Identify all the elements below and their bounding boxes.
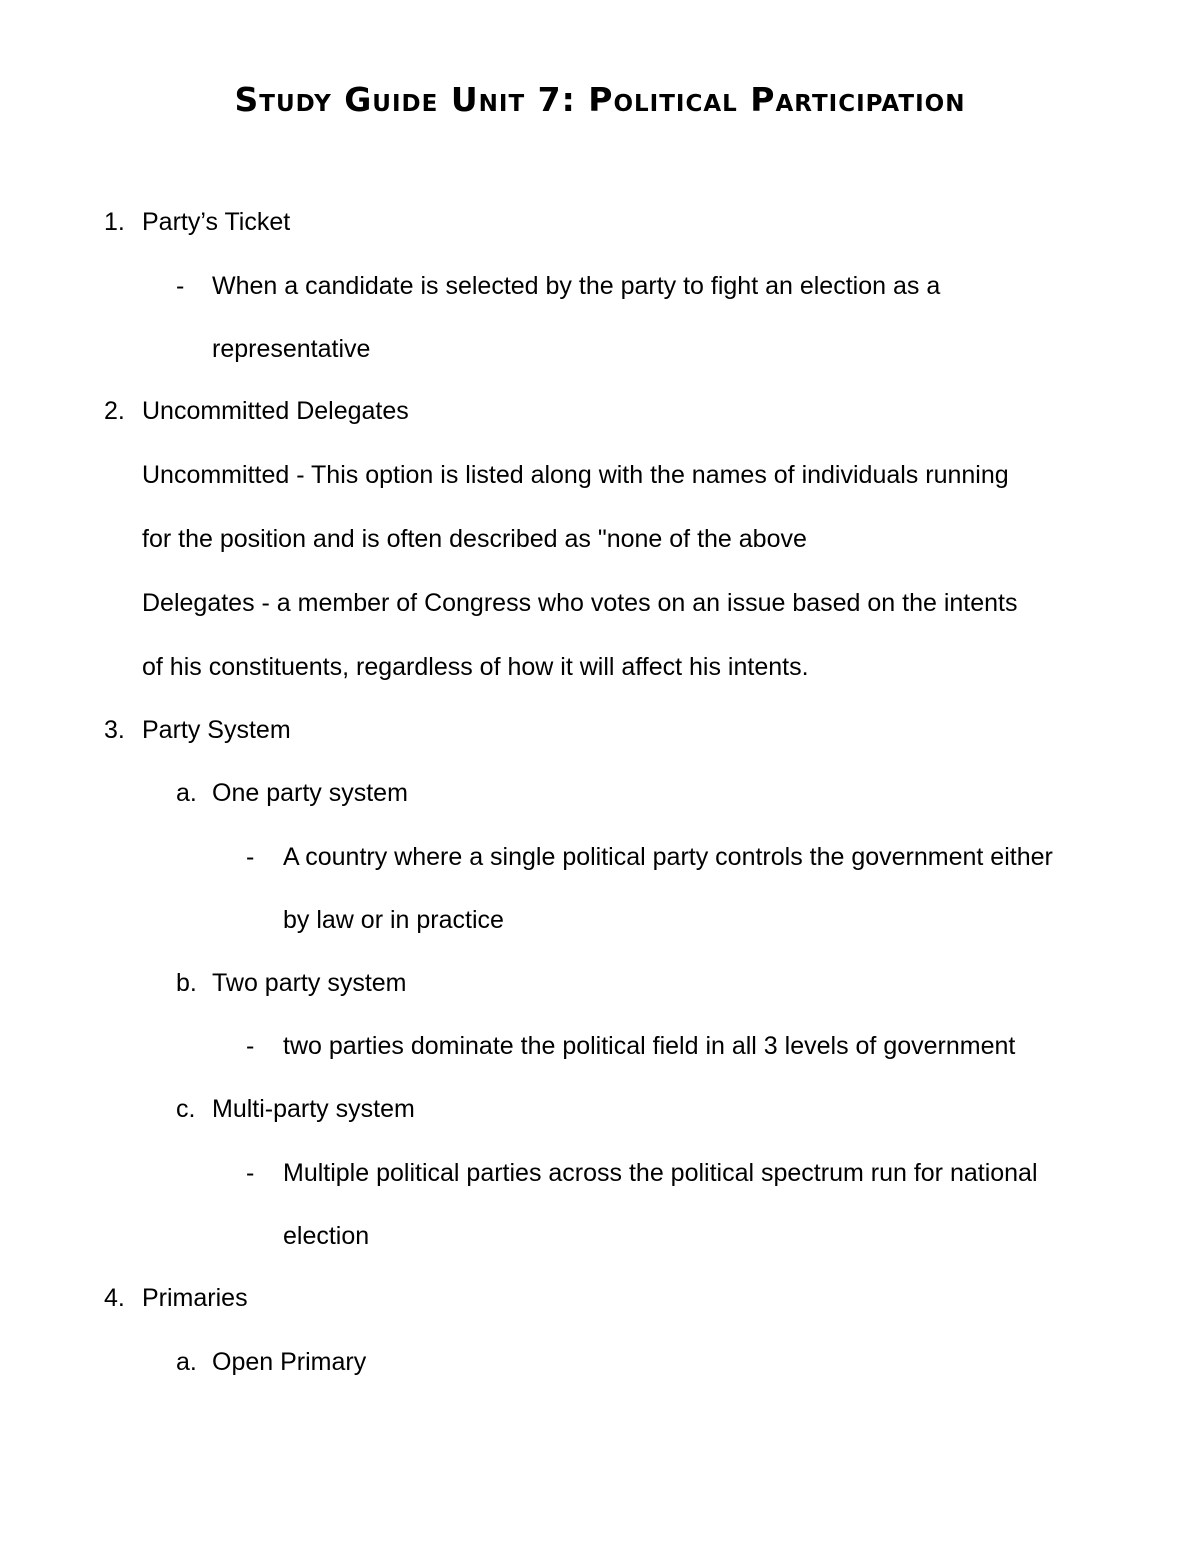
item-2-heading: Uncommitted Delegates (142, 397, 409, 425)
list-letter-3c: c. (176, 1095, 196, 1123)
item-1-bullet-line-2: representative (212, 335, 371, 363)
subitem-3a-bullet-line-1: A country where a single political party controls the government either (283, 843, 1053, 871)
list-letter-3b: b. (176, 969, 197, 997)
list-letter-3a: a. (176, 779, 197, 807)
subitem-3c-bullet-line-1: Multiple political parties across the political spectrum run for national (283, 1159, 1038, 1187)
item-3-heading: Party System (142, 716, 291, 744)
bullet-marker-1: - (176, 272, 185, 300)
bullet-marker-3c: - (246, 1159, 255, 1187)
bullet-marker-3b: - (246, 1032, 255, 1060)
list-number-3: 3. (104, 716, 125, 744)
uncommitted-definition-line-2: for the position and is often described as "none of the above (142, 525, 807, 553)
list-number-2: 2. (104, 397, 125, 425)
subitem-3c-label: Multi-party system (212, 1095, 415, 1123)
list-number-4: 4. (104, 1284, 125, 1312)
uncommitted-definition-line-1: Uncommitted - This option is listed along with the names of individuals running (142, 461, 1009, 489)
delegates-definition-line-1: Delegates - a member of Congress who votes on an issue based on the intents (142, 589, 1018, 617)
bullet-marker-3a: - (246, 843, 255, 871)
item-1-bullet-line-1: When a candidate is selected by the party to fight an election as a (212, 272, 941, 300)
page-title: Study Guide Unit 7: Political Participation (234, 80, 966, 119)
item-1-heading: Party’s Ticket (142, 208, 291, 236)
subitem-3a-bullet-line-2: by law or in practice (283, 906, 504, 934)
subitem-3a-label: One party system (212, 779, 408, 807)
subitem-3b-bullet-line-1: two parties dominate the political field in all 3 levels of government (283, 1032, 1016, 1060)
subitem-3c-bullet-line-2: election (283, 1222, 370, 1250)
list-number-1: 1. (104, 208, 125, 236)
subitem-4a-label: Open Primary (212, 1348, 367, 1376)
list-letter-4a: a. (176, 1348, 197, 1376)
delegates-definition-line-2: of his constituents, regardless of how it will affect his intents. (142, 653, 809, 681)
item-4-heading: Primaries (142, 1284, 248, 1312)
subitem-3b-label: Two party system (212, 969, 407, 997)
